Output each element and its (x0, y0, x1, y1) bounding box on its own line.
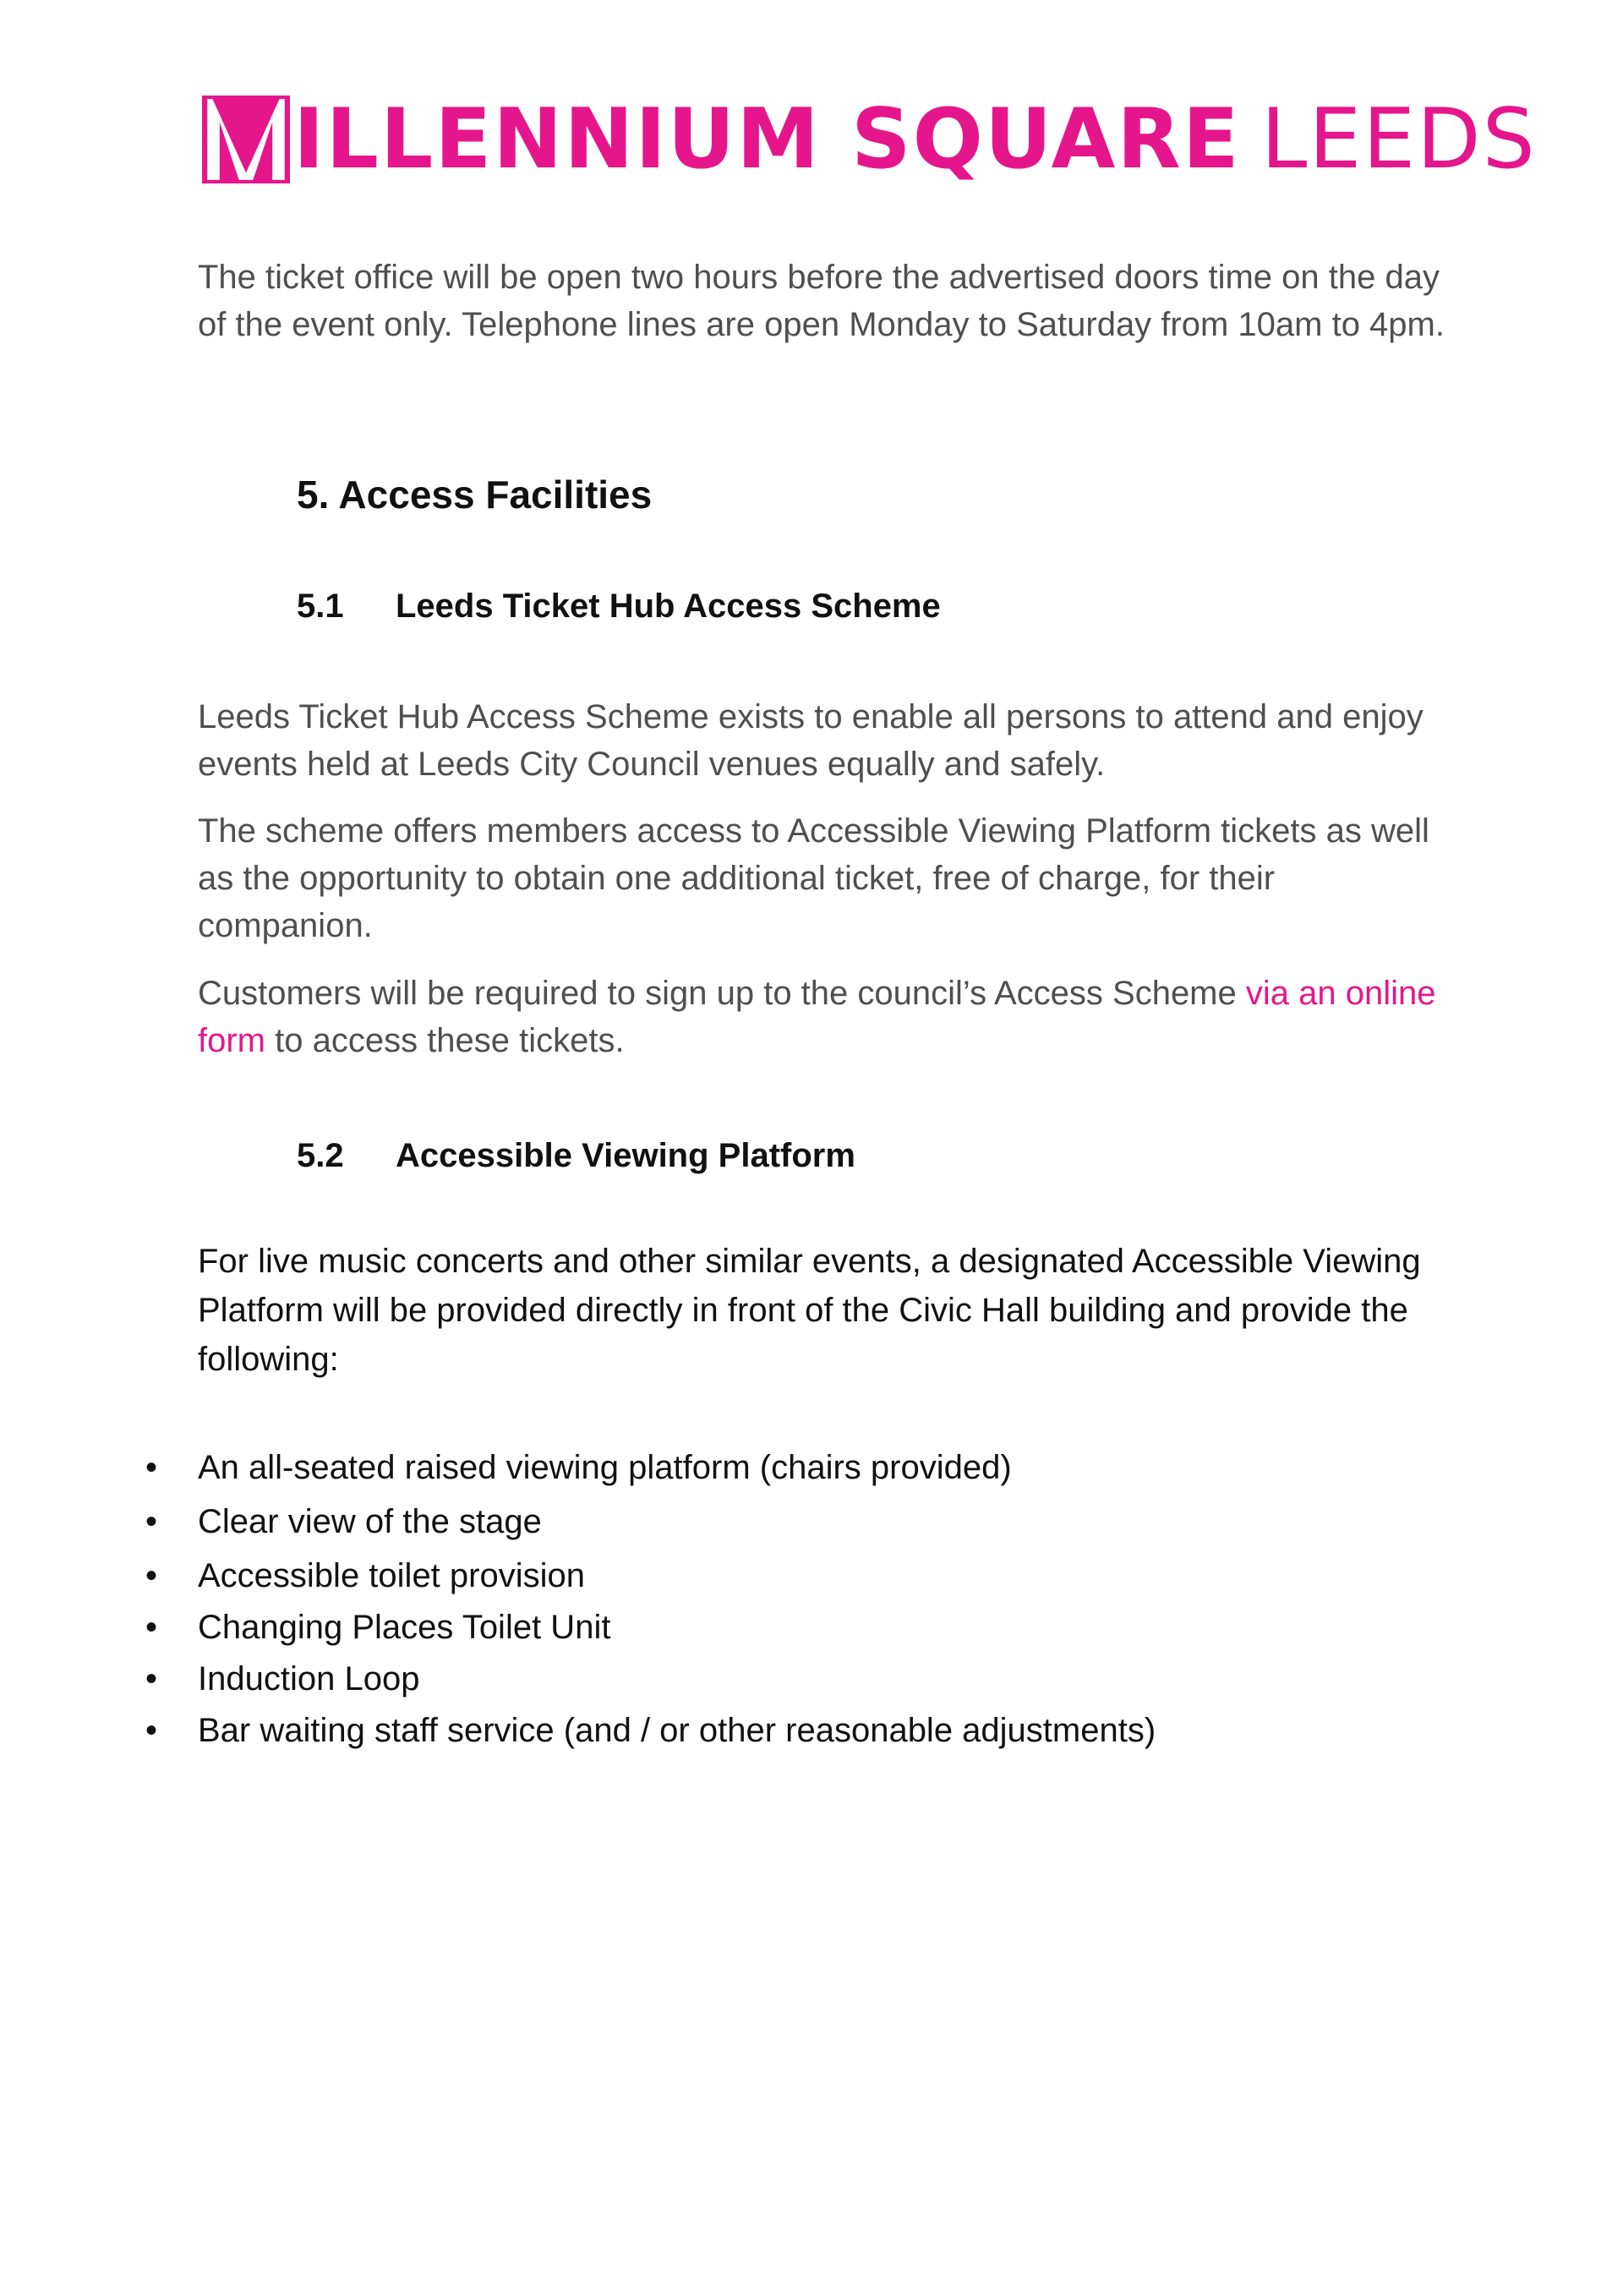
list-item (0, 1494, 1623, 1550)
subsection-title: Accessible Viewing Platform (396, 1137, 855, 1174)
list-item-text: Accessible toilet provision (198, 1557, 585, 1594)
list-item-text: Bar waiting staff service (and / or other reasonable adjustments) (198, 1712, 1156, 1749)
paragraph-text-after-link: to access these tickets. (265, 1022, 625, 1059)
list-item-text: An all-seated raised viewing platform (chairs provided) (198, 1449, 1012, 1486)
list-item (0, 1602, 1623, 1654)
subsection-heading-5-1 (297, 588, 941, 626)
bullet-icon: • (145, 1609, 158, 1646)
online-form-link[interactable]: via an online form (198, 975, 1436, 1059)
list-item (0, 1550, 1623, 1602)
subsection-title: Leeds Ticket Hub Access Scheme (396, 588, 941, 625)
bullet-icon: • (145, 1712, 158, 1749)
access-scheme-paragraph-1: Leeds Ticket Hub Access Scheme exists to enable all persons to attend and enjoy events held at Leeds City Council venues equally and safely. (198, 698, 1424, 783)
intro-paragraph: The ticket office will be open two hours before the advertised doors time on the day of the event only. Telephone lines are open Monday to Saturday from 10am to 4pm. (198, 259, 1445, 343)
m-logo-icon (202, 96, 290, 183)
facilities-list (0, 1441, 1623, 1757)
bullet-icon: • (145, 1557, 158, 1594)
list-item-text: Induction Loop (198, 1660, 420, 1697)
subsection-heading-5-2 (297, 1137, 855, 1175)
list-item-text: Changing Places Toilet Unit (198, 1609, 611, 1646)
list-item-text: Clear view of the stage (198, 1503, 542, 1540)
logo-text-bold: ILLENNIUM SQUARE (293, 91, 1241, 188)
list-item (0, 1704, 1623, 1757)
list-item (0, 1441, 1623, 1494)
bullet-icon: • (145, 1503, 158, 1540)
list-item (0, 1654, 1623, 1704)
logo-text-light: LEEDS (1260, 91, 1537, 188)
millennium-square-leeds-logo (202, 93, 1537, 186)
paragraph-text-before-link: Customers will be required to sign up to the council’s Access Scheme (198, 975, 1246, 1012)
viewing-platform-paragraph: For live music concerts and other similar events, a designated Accessible Viewing Platform will be provided directly in front of the Civic Hall building and provide the following: (198, 1243, 1421, 1378)
access-scheme-paragraph-3 (198, 970, 1449, 1064)
section-title: 5. Access Facilities (297, 473, 653, 517)
subsection-number: 5.2 (297, 1137, 344, 1174)
bullet-icon: • (145, 1449, 158, 1486)
subsection-number: 5.1 (297, 588, 344, 625)
bullet-icon: • (145, 1660, 158, 1697)
access-scheme-paragraph-2: The scheme offers members access to Accessible Viewing Platform tickets as well as the opportunity to obtain one additional ticket, free of charge, for their companion. (198, 812, 1429, 944)
